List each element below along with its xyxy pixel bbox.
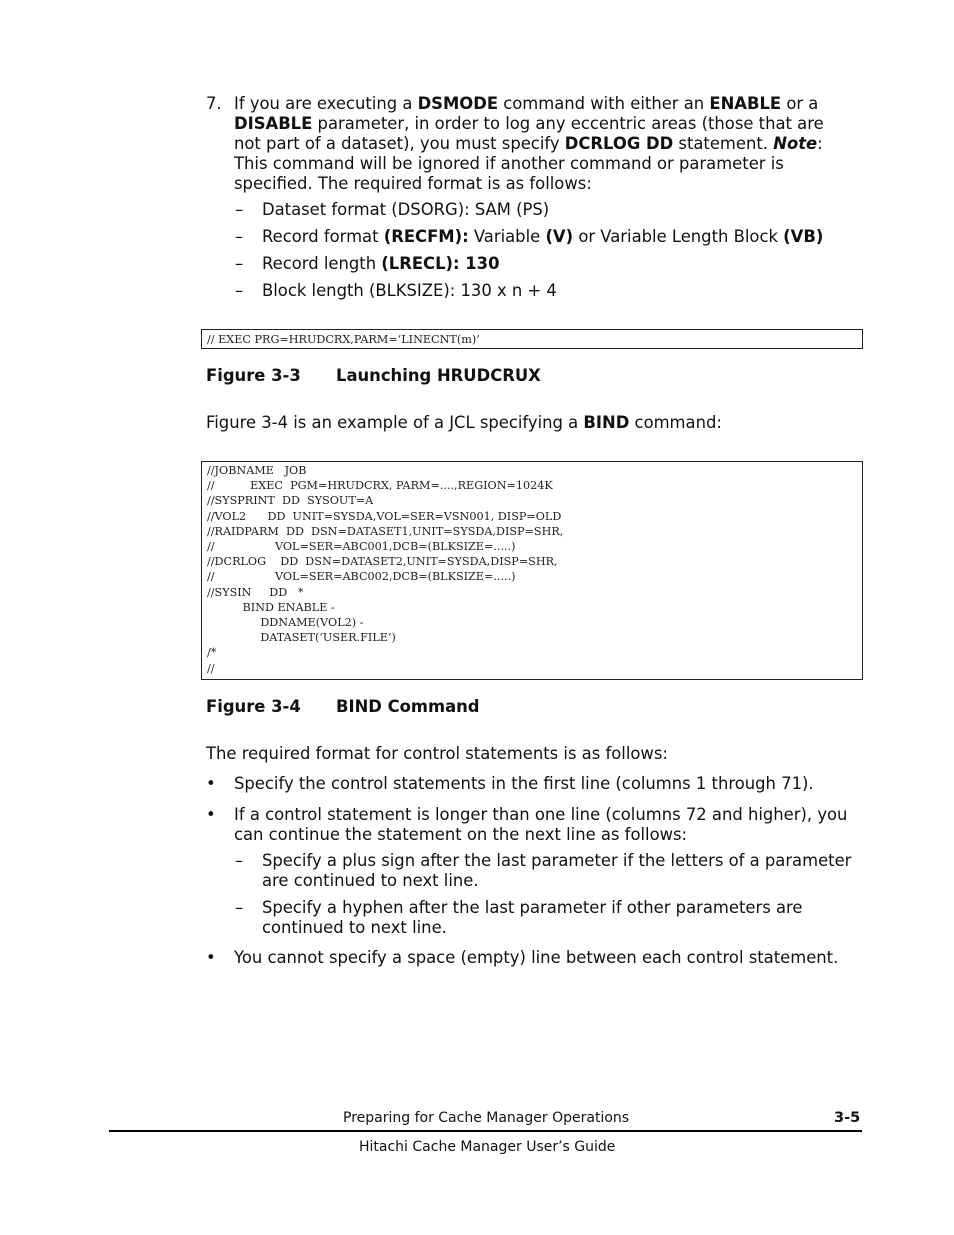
bullet-marker: • (206, 805, 216, 824)
figure-3-4-label: Figure 3-4 (206, 697, 301, 716)
bullet-marker: • (206, 948, 216, 967)
bullet-line: You cannot specify a space (empty) line between each control statement. (234, 948, 839, 967)
code-line: // EXEC PRG=HRUDCRX,PARM=‘LINECNT(m)’ (207, 333, 480, 346)
step-7-sub-item: Block length (BLKSIZE): 130 x n + 4 (262, 281, 557, 300)
figure-3-3-label: Figure 3-3 (206, 366, 301, 385)
code-line: //SYSIN DD * (207, 585, 304, 599)
code-line: DDNAME(VOL2) - (207, 616, 364, 630)
control-format-intro: The required format for control statements is as follows: (206, 744, 668, 763)
sub-bullet-line: continued to next line. (262, 918, 447, 937)
step-7-line: DISABLE parameter, in order to log any eccentric areas (those that are (234, 114, 824, 133)
sub-bullet-line: Specify a plus sign after the last parameter if the letters of a parameter (262, 851, 852, 870)
step-7-sub-item: Record format (RECFM): Variable (V) or Variable Length Block (VB) (262, 227, 824, 246)
code-line: // (207, 661, 215, 675)
code-line: /* (207, 646, 217, 660)
bullet-line: can continue the statement on the next line as follows: (234, 825, 688, 844)
footer-page-number: 3-5 (834, 1110, 861, 1126)
bullet-line: If a control statement is longer than one line (columns 72 and higher), you (234, 805, 848, 824)
step-7-line: If you are executing a DSMODE command with either an ENABLE or a (234, 94, 819, 113)
footer-section-title: Preparing for Cache Manager Operations (343, 1110, 630, 1126)
code-line: //SYSPRINT DD SYSOUT=A (207, 494, 374, 508)
sub-bullet-line: Specify a hyphen after the last parameter if other parameters are (262, 898, 803, 917)
dash-marker: – (235, 227, 244, 246)
dash-marker: – (235, 898, 244, 917)
figure-3-3-title: Launching HRUDCRUX (336, 366, 541, 385)
footer-guide-title: Hitachi Cache Manager User’s Guide (359, 1139, 616, 1155)
dash-marker: – (235, 851, 244, 870)
step-7-line: This command will be ignored if another command or parameter is (234, 154, 784, 173)
step-7-sub-item: Record length (LRECL): 130 (262, 254, 500, 273)
bullet-marker: • (206, 774, 216, 793)
dash-marker: – (235, 200, 244, 219)
figure-3-3-code-box (201, 329, 863, 349)
step-number: 7. (206, 94, 222, 113)
footer-rule (109, 1130, 862, 1132)
figure-3-4-intro: Figure 3-4 is an example of a JCL specifying a BIND command: (206, 413, 722, 432)
code-line: // VOL=SER=ABC001,DCB=(BLKSIZE=.....) (207, 540, 516, 554)
step-7-line: specified. The required format is as follows: (234, 174, 592, 193)
code-line: // EXEC PGM=HRUDCRX, PARM=....,REGION=1024K (207, 479, 553, 493)
dash-marker: – (235, 281, 244, 300)
code-line: //VOL2 DD UNIT=SYSDA,VOL=SER=VSN001, DISP=OLD (207, 509, 562, 523)
step-7-sub-item: Dataset format (DSORG): SAM (PS) (262, 200, 550, 219)
figure-3-4-code (202, 463, 862, 676)
dash-marker: – (235, 254, 244, 273)
code-line: //JOBNAME JOB (207, 464, 307, 477)
code-line: // VOL=SER=ABC002,DCB=(BLKSIZE=.....) (207, 570, 516, 584)
code-line: BIND ENABLE - (207, 600, 335, 614)
code-line: //RAIDPARM DD DSN=DATASET1,UNIT=SYSDA,DISP=SHR, (207, 524, 564, 538)
figure-3-4-title: BIND Command (336, 697, 480, 716)
figure-3-4-code-box (201, 461, 863, 680)
sub-bullet-line: are continued to next line. (262, 871, 479, 890)
code-line: //DCRLOG DD DSN=DATASET2,UNIT=SYSDA,DISP=SHR, (207, 555, 558, 569)
bullet-line: Specify the control statements in the first line (columns 1 through 71). (234, 774, 814, 793)
code-line: DATASET(‘USER.FILE’) (207, 631, 396, 645)
step-7-line: not part of a dataset), you must specify DCRLOG DD statement. Note: (234, 134, 823, 153)
figure-3-3-code (202, 332, 862, 347)
